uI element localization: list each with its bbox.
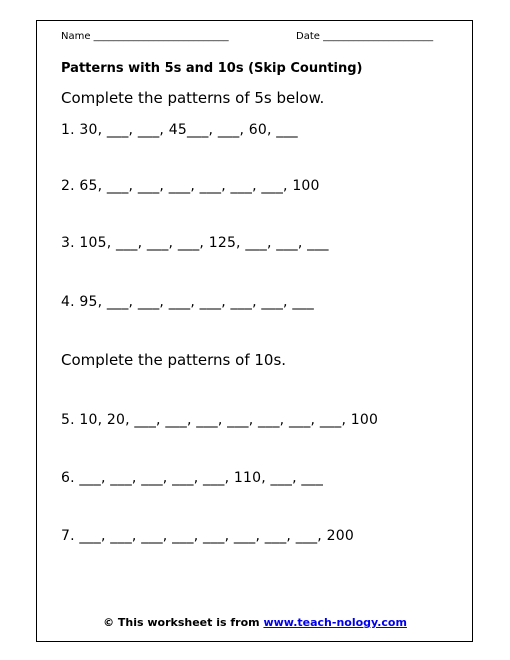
problem-5: 5. 10, 20, ___, ___, ___, ___, ___, ___, ___, 100 [61,412,379,428]
problem-4: 4. 95, ___, ___, ___, ___, ___, ___, ___ [61,294,314,310]
problem-6: 6. ___, ___, ___, ___, ___, 110, ___, ___ [61,470,324,486]
worksheet-title: Patterns with 5s and 10s (Skip Counting) [61,61,363,76]
problem-7: 7. ___, ___, ___, ___, ___, ___, ___, ___, 200 [61,528,354,544]
date-field-line: Date ______________________ [296,31,434,42]
footer-credit [0,616,510,629]
worksheet-border [36,20,473,642]
instruction-10s: Complete the patterns of 10s. [61,351,287,369]
instruction-5s: Complete the patterns of 5s below. [61,89,325,107]
problem-3: 3. 105, ___, ___, ___, 125, ___, ___, ___ [61,235,329,251]
footer-prefix: © This worksheet is from [103,616,264,629]
problem-1: 1. 30, ___, ___, 45___, ___, 60, ___ [61,122,298,138]
problem-2: 2. 65, ___, ___, ___, ___, ___, ___, 100 [61,178,320,194]
teach-nology-link[interactable]: www.teach-nology.com [263,616,407,629]
name-field-line: Name ___________________________ [61,31,229,42]
